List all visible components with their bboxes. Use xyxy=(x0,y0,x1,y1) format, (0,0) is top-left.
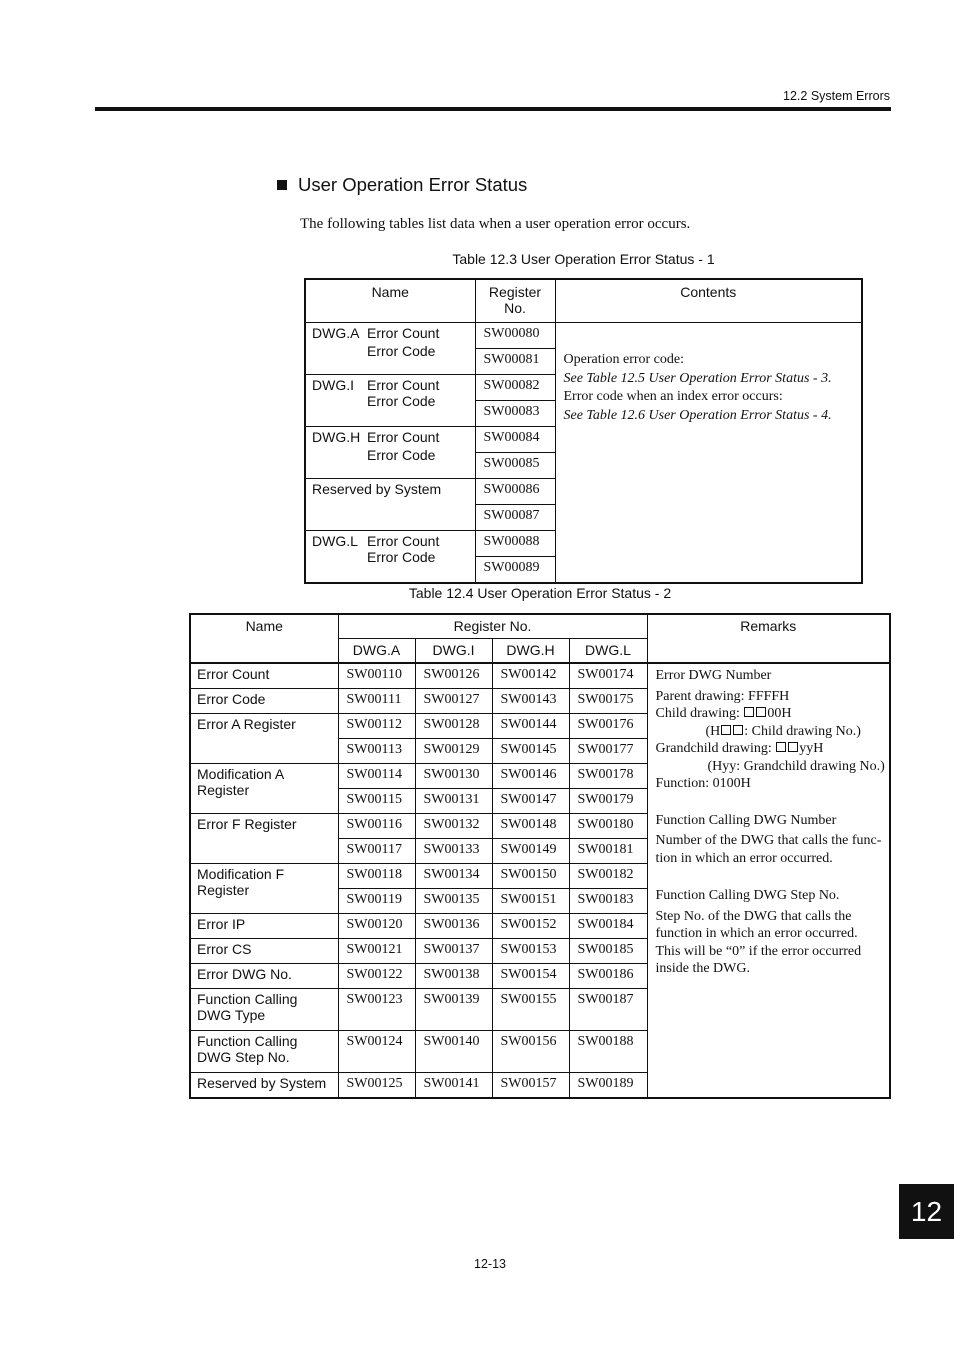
register-cell: SW00084 xyxy=(475,427,555,453)
register-cell: SW00115 xyxy=(338,789,415,814)
name-cell xyxy=(305,427,475,479)
register-cell: SW00181 xyxy=(569,839,647,864)
register-cell: SW00123 xyxy=(338,989,415,1031)
name-prefix: DWG.A xyxy=(312,325,360,341)
name-cell: Error Code xyxy=(190,689,338,714)
table-row xyxy=(190,663,890,689)
register-cell: SW00148 xyxy=(492,814,569,839)
remarks-line: Function: 0100H xyxy=(655,776,751,791)
name-cell xyxy=(305,375,475,427)
register-cell: SW00125 xyxy=(338,1073,415,1099)
register-cell: SW00144 xyxy=(492,714,569,739)
register-cell: SW00126 xyxy=(415,663,492,689)
name-prefix: DWG.L xyxy=(312,533,358,549)
name-item: Error Code xyxy=(367,343,436,359)
name-item: Error Count xyxy=(367,533,440,549)
register-cell: SW00178 xyxy=(569,764,647,789)
running-header: 12.2 System Errors xyxy=(783,89,890,103)
register-cell: SW00145 xyxy=(492,739,569,764)
register-cell: SW00086 xyxy=(475,479,555,505)
register-cell: SW00175 xyxy=(569,689,647,714)
contents-reference: See Table 12.5 User Operation Error Status - 3. xyxy=(563,370,832,386)
name-cell xyxy=(305,323,475,375)
register-cell: SW00177 xyxy=(569,739,647,764)
name-cell: Function Calling DWG Type xyxy=(190,989,338,1031)
name-item: Error Count xyxy=(367,429,440,445)
register-cell: SW00188 xyxy=(569,1031,647,1073)
header-register-line1: Register xyxy=(488,284,542,300)
header-name: Name xyxy=(190,614,338,663)
name-item: Error Code xyxy=(367,447,436,463)
remarks-line: (H : Child drawing No.) xyxy=(705,723,861,739)
register-cell: SW00184 xyxy=(569,914,647,939)
bullet-square-icon xyxy=(277,180,287,190)
placeholder-box-icon xyxy=(776,742,786,752)
register-cell: SW00149 xyxy=(492,839,569,864)
register-cell: SW00135 xyxy=(415,889,492,914)
register-cell: SW00179 xyxy=(569,789,647,814)
header-contents: Contents xyxy=(555,279,862,323)
register-cell: SW00185 xyxy=(569,939,647,964)
remarks-heading: Function Calling DWG Step No. xyxy=(655,888,840,903)
register-cell: SW00143 xyxy=(492,689,569,714)
table-12-3 xyxy=(304,278,863,584)
register-cell: SW00110 xyxy=(338,663,415,689)
chapter-tab: 12 xyxy=(899,1184,954,1239)
remarks-line: function in which an error occurred. xyxy=(655,926,858,941)
name-item: Error Code xyxy=(367,549,436,565)
register-cell: SW00117 xyxy=(338,839,415,864)
remarks-line: (Hyy: Grandchild drawing No.) xyxy=(707,758,885,774)
register-cell: SW00120 xyxy=(338,914,415,939)
name-cell: Reserved by System xyxy=(190,1073,338,1099)
register-cell: SW00121 xyxy=(338,939,415,964)
register-cell: SW00111 xyxy=(338,689,415,714)
register-cell: SW00085 xyxy=(475,453,555,479)
name-item: Error Count xyxy=(367,325,440,341)
remarks-line: Child drawing: 00H xyxy=(655,706,792,721)
register-cell: SW00113 xyxy=(338,739,415,764)
name-cell: Error A Register xyxy=(190,714,338,764)
register-cell: SW00133 xyxy=(415,839,492,864)
contents-reference: See Table 12.6 User Operation Error Status - 4. xyxy=(563,407,832,423)
register-cell: SW00127 xyxy=(415,689,492,714)
register-cell: SW00132 xyxy=(415,814,492,839)
register-cell: SW00116 xyxy=(338,814,415,839)
register-cell: SW00130 xyxy=(415,764,492,789)
page-number: 12-13 xyxy=(474,1257,506,1271)
register-cell: SW00087 xyxy=(475,505,555,531)
remarks-heading: Error DWG Number xyxy=(655,668,772,683)
header-dwg-l: DWG.L xyxy=(569,639,647,664)
register-cell: SW00141 xyxy=(415,1073,492,1099)
placeholder-box-icon xyxy=(721,725,731,735)
register-cell: SW00114 xyxy=(338,764,415,789)
remarks-line: tion in which an error occurred. xyxy=(655,850,833,866)
register-cell: SW00081 xyxy=(475,349,555,375)
register-cell: SW00142 xyxy=(492,663,569,689)
table-row xyxy=(305,323,862,349)
name-item: Error Code xyxy=(367,393,436,409)
header-register-line2: No. xyxy=(504,300,526,316)
register-cell: SW00129 xyxy=(415,739,492,764)
name-cell xyxy=(305,531,475,584)
table1-caption: Table 12.3 User Operation Error Status - 1 xyxy=(452,251,715,267)
register-cell: SW00124 xyxy=(338,1031,415,1073)
header-dwg-a: DWG.A xyxy=(338,639,415,664)
name-item: Error Count xyxy=(367,377,440,393)
register-cell: SW00136 xyxy=(415,914,492,939)
header-dwg-h: DWG.H xyxy=(492,639,569,664)
name-prefix: DWG.I xyxy=(312,377,354,393)
name-prefix: DWG.H xyxy=(312,429,361,445)
contents-cell xyxy=(555,323,862,584)
placeholder-box-icon xyxy=(756,707,766,717)
register-cell: SW00122 xyxy=(338,964,415,989)
name-cell: Function Calling DWG Step No. xyxy=(190,1031,338,1073)
header-remarks: Remarks xyxy=(647,614,890,663)
register-cell: SW00082 xyxy=(475,375,555,401)
name-cell: Error CS xyxy=(190,939,338,964)
register-cell: SW00112 xyxy=(338,714,415,739)
register-cell: SW00131 xyxy=(415,789,492,814)
placeholder-box-icon xyxy=(788,742,798,752)
remarks-line: inside the DWG. xyxy=(655,961,750,976)
header-name: Name xyxy=(305,279,475,323)
register-cell: SW00153 xyxy=(492,939,569,964)
name-cell: Modification F Register xyxy=(190,864,338,914)
register-cell: SW00176 xyxy=(569,714,647,739)
name-cell xyxy=(305,479,475,531)
register-cell: SW00128 xyxy=(415,714,492,739)
header-register: Register No. xyxy=(338,614,647,639)
contents-line: Operation error code: xyxy=(563,352,684,367)
register-cell: SW00140 xyxy=(415,1031,492,1073)
register-cell: SW00137 xyxy=(415,939,492,964)
register-cell: SW00187 xyxy=(569,989,647,1031)
placeholder-box-icon xyxy=(733,725,743,735)
remarks-heading: Function Calling DWG Number xyxy=(655,812,837,828)
remarks-line: Number of the DWG that calls the func- xyxy=(655,833,882,848)
register-cell: SW00080 xyxy=(475,323,555,349)
section-title-text: User Operation Error Status xyxy=(298,174,528,195)
name-cell: Error F Register xyxy=(190,814,338,864)
register-cell: SW00118 xyxy=(338,864,415,889)
register-cell: SW00146 xyxy=(492,764,569,789)
register-cell: SW00083 xyxy=(475,401,555,427)
placeholder-box-icon xyxy=(744,707,754,717)
section-title xyxy=(277,174,527,196)
register-cell: SW00156 xyxy=(492,1031,569,1073)
table-header-row xyxy=(305,279,862,323)
table2-caption: Table 12.4 User Operation Error Status - 2 xyxy=(408,585,672,601)
register-cell: SW00186 xyxy=(569,964,647,989)
register-cell: SW00182 xyxy=(569,864,647,889)
header-dwg-i: DWG.I xyxy=(415,639,492,664)
name-item: Reserved by System xyxy=(312,481,442,497)
name-cell: Modification A Register xyxy=(190,764,338,814)
register-cell: SW00089 xyxy=(475,557,555,584)
remarks-line: Step No. of the DWG that calls the xyxy=(655,908,852,924)
register-cell: SW00189 xyxy=(569,1073,647,1099)
header-register xyxy=(475,279,555,323)
table-12-4 xyxy=(189,613,891,1099)
intro-paragraph: The following tables list data when a user operation error occurs. xyxy=(300,216,691,232)
register-cell: SW00174 xyxy=(569,663,647,689)
remarks-line: This will be “0” if the error occurred xyxy=(655,943,862,959)
name-cell: Error IP xyxy=(190,914,338,939)
remarks-line: Grandchild drawing: yyH xyxy=(655,741,824,756)
register-cell: SW00150 xyxy=(492,864,569,889)
register-cell: SW00139 xyxy=(415,989,492,1031)
register-cell: SW00155 xyxy=(492,989,569,1031)
header-rule xyxy=(95,107,891,111)
register-cell: SW00147 xyxy=(492,789,569,814)
register-cell: SW00119 xyxy=(338,889,415,914)
register-cell: SW00183 xyxy=(569,889,647,914)
table-header-row xyxy=(190,614,890,639)
register-cell: SW00152 xyxy=(492,914,569,939)
register-cell: SW00088 xyxy=(475,531,555,557)
register-cell: SW00134 xyxy=(415,864,492,889)
remarks-line: Parent drawing: FFFFH xyxy=(655,688,790,704)
register-cell: SW00180 xyxy=(569,814,647,839)
register-cell: SW00154 xyxy=(492,964,569,989)
register-cell: SW00157 xyxy=(492,1073,569,1099)
register-cell: SW00151 xyxy=(492,889,569,914)
name-cell: Error DWG No. xyxy=(190,964,338,989)
register-cell: SW00138 xyxy=(415,964,492,989)
name-cell: Error Count xyxy=(190,663,338,689)
contents-line: Error code when an index error occurs: xyxy=(563,389,783,404)
remarks-cell xyxy=(647,663,890,1098)
